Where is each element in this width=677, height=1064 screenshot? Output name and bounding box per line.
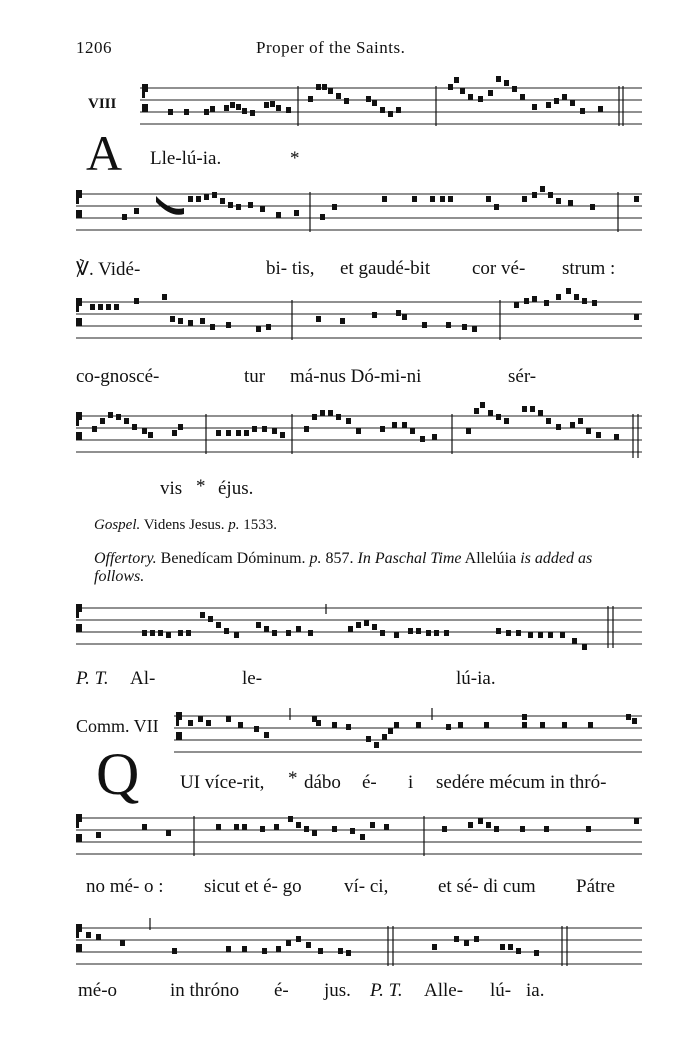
mode-label-communion: Comm. VII [76,716,159,736]
lyric-comm-3: é- [362,772,377,793]
lyric-verse-2: bi- tis, [266,258,315,279]
lyric-verse-5: strum : [562,258,616,279]
lyric-comm-2: dábo [304,772,341,793]
lyric-comm-5: sedére mécum in thró- [436,772,607,793]
chant-staff-6 [76,702,640,762]
gospel-page-no: 1533. [243,517,277,533]
chant-staff-1 [76,74,640,134]
lyric-asterisk-2: * [196,476,206,497]
gospel-rubric [94,516,664,534]
chant-staff-2 [76,182,640,242]
lyric-comm-11: mé-o [78,980,118,1001]
porrectus-icon [156,196,184,215]
lyric-verse-4: cor vé- [472,258,526,279]
lyric-verse-6: co-gnoscé- [76,366,160,387]
gospel-page-ref: p. [228,517,240,533]
c-clef-icon [176,712,182,740]
c-clef-icon [76,604,82,632]
chant-staff-7 [76,808,640,868]
lyric-comm-4: i [408,772,414,793]
lyric-verse-10: vis [160,478,183,499]
c-clef-icon [76,298,82,326]
lyric-verse-7: tur [244,366,266,387]
lyric-comm-9: et sé- di cum [438,876,536,897]
lyric-comm-13: é- [274,980,289,1001]
c-clef-icon [142,84,148,112]
neumes [168,76,603,117]
initial-letter-A: A [86,125,123,181]
offertory-page-ref: p. [309,550,322,567]
lyric-paschal-3: lú-ia. [456,668,496,689]
lyric-comm-asterisk: * [288,768,298,789]
mode-label-alleluia: VIII [88,96,117,112]
offertory-tail: is added as follows. [94,550,593,585]
gospel-label: Gospel. [94,517,141,533]
lyric-comm-8: ví- ci, [344,876,389,897]
gospel-text: Videns Jesus. [143,517,225,533]
lyric-alleluia-1: Lle-lú-ia. [150,148,222,169]
c-clef-icon [76,924,82,952]
lyric-comm-16: lú- [490,980,512,1001]
lyric-paschal-1: Al- [130,668,156,689]
lyric-comm-10: Pátre [576,876,616,897]
chant-staff-8 [76,914,640,974]
lyric-comm-pt: P. T. [370,980,403,1001]
chant-staff-5 [76,596,640,666]
offertory-paschal: In Paschal Time [357,550,462,567]
lyric-verse-3: et gaudé-bit [340,258,431,279]
offertory-alleluia: Allelúia [464,550,517,567]
lyric-paschal-2: le- [242,668,263,689]
chant-staff-4 [76,396,640,466]
lyric-asterisk: * [290,148,300,169]
c-clef-icon [76,412,82,440]
lyric-comm-1: UI více-rit, [180,772,265,793]
offertory-label: Offertory. [94,550,157,567]
lyric-comm-6: no mé- o : [86,876,164,897]
c-clef-icon [76,814,82,842]
lyric-comm-14: jus. [324,980,351,1001]
offertory-text: Benedícam Dóminum. [160,550,306,567]
lyric-pt: P. T. [76,668,109,689]
lyric-comm-17: ia. [526,980,545,1001]
page-number: 1206 [76,38,112,57]
c-clef-icon [76,190,82,218]
lyric-verse-1: ℣. Vidé- [76,259,141,280]
staff-lines [76,74,642,134]
lyric-verse-9: sér- [508,366,537,387]
lyric-verse-8: má-nus Dó-mi-ni [290,366,422,387]
lyric-comm-15: Alle- [424,980,464,1001]
lyric-comm-12: in thróno [170,980,240,1001]
chant-staff-3 [76,288,640,348]
initial-letter-Q: Q [96,741,140,807]
running-title: Proper of the Saints. [256,38,406,57]
offertory-page-no: 857. [325,550,354,567]
offertory-rubric [76,550,640,586]
lyric-verse-11: éjus. [218,478,254,499]
lyric-comm-7: sicut et é- go [204,876,302,897]
